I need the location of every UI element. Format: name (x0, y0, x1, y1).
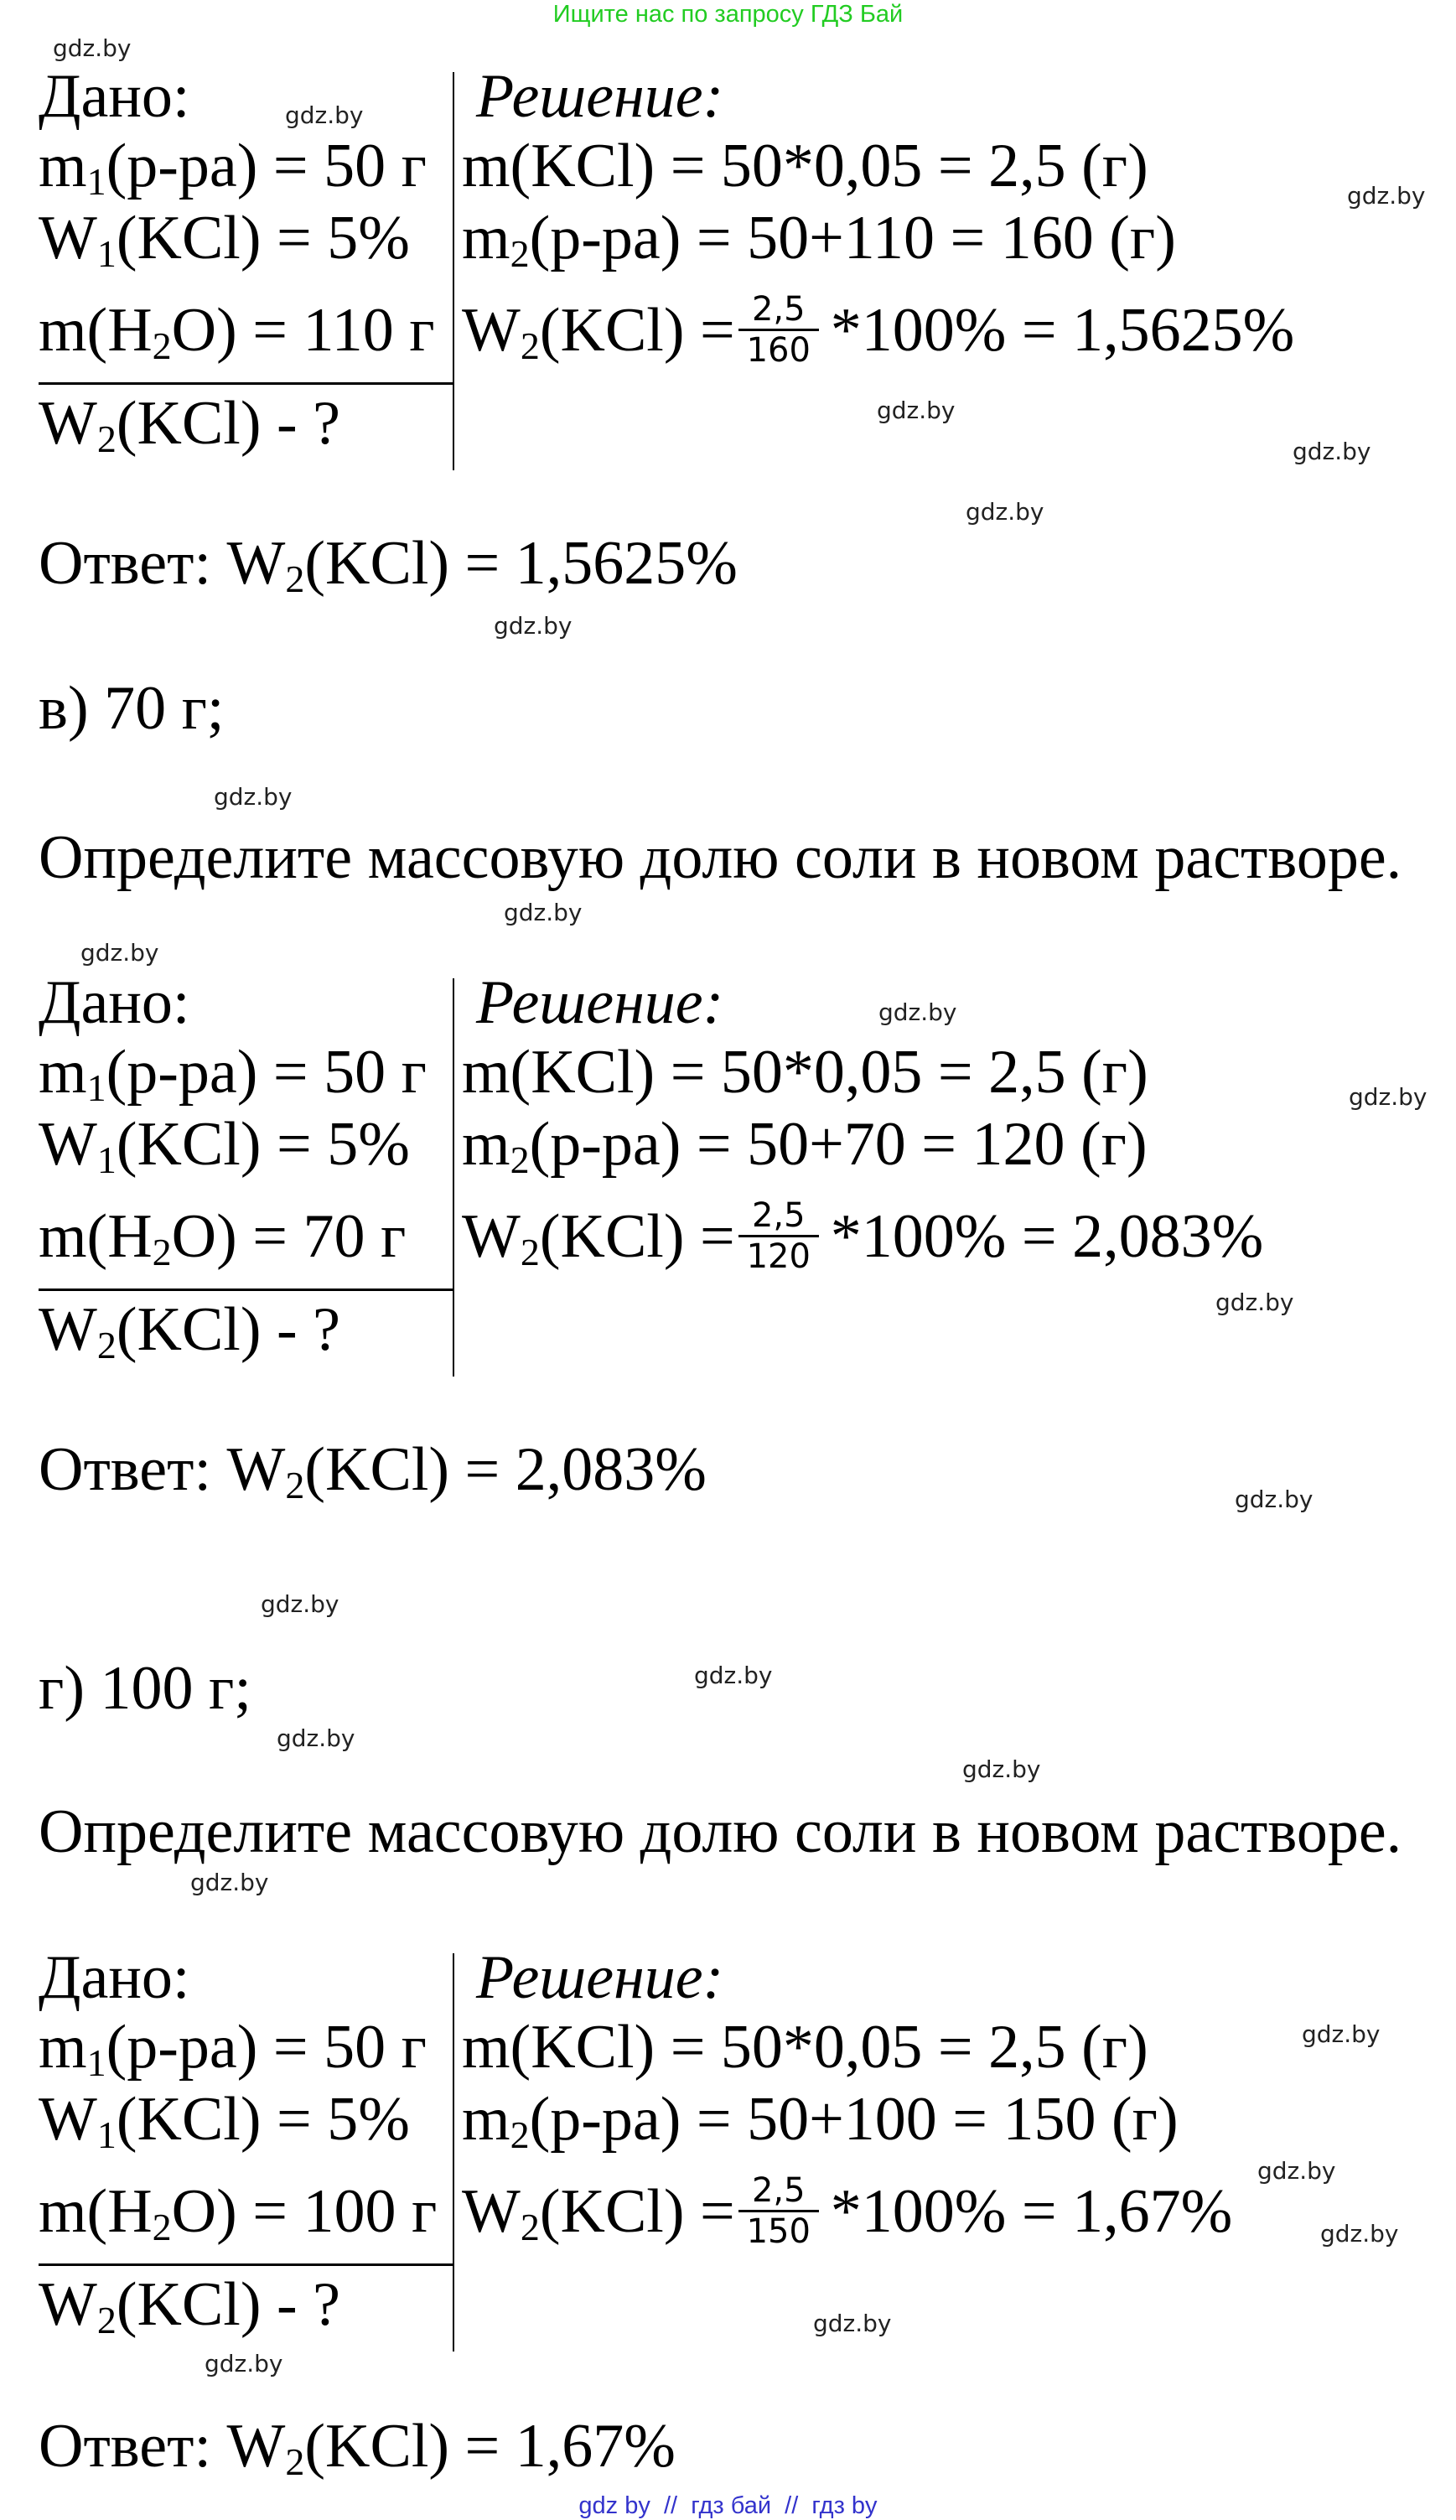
given-line (39, 296, 435, 367)
given-line-subscript: 1 (96, 1138, 117, 1181)
watermark: gdz.by (966, 498, 1044, 526)
formula-result: *100% = 2,083% (830, 1201, 1264, 1271)
given-line-text: m(H (39, 1202, 153, 1271)
answer-line-text: (KCl) = 2,083% (304, 1435, 707, 1504)
answer-line-text: (KCl) = 1,67% (304, 2412, 676, 2481)
watermark: gdz.by (285, 101, 364, 129)
find-line-subscript: 2 (96, 1324, 117, 1366)
solution-block (0, 906, 1456, 1409)
fraction-formula-subscript: 2 (520, 1230, 540, 1273)
watermark: gdz.by (1235, 1486, 1314, 1513)
solution-block (0, 0, 1456, 503)
given-line-subscript: 2 (152, 324, 172, 367)
solution-block (0, 1881, 1456, 2384)
solution-line-text: m (462, 1110, 510, 1179)
find-line (39, 1295, 340, 1366)
given-heading: Дано: (39, 1943, 190, 2012)
solution-line-text: m (462, 204, 510, 272)
formula-result: *100% = 1,67% (830, 2176, 1233, 2246)
find-line-text: (KCl) - ? (116, 2270, 340, 2339)
watermark: gdz.by (504, 899, 583, 926)
solution-heading: Решение: (476, 1943, 724, 2012)
solution-line-text: m(KCl) = 50*0,05 = 2,5 (г) (462, 1038, 1148, 1107)
answer-line-text: Ответ: W (39, 2412, 286, 2481)
fraction (738, 1196, 819, 1276)
given-heading: Дано: (39, 968, 190, 1037)
given-line-text: (KCl) = 5% (116, 204, 410, 272)
find-line-subscript: 2 (96, 417, 117, 460)
given-line-subscript: 2 (152, 2206, 172, 2248)
given-line-subscript: 2 (152, 1231, 172, 1273)
given-line-subscript: 1 (86, 160, 106, 203)
fraction-formula-text: W (462, 2176, 521, 2246)
watermark: gdz.by (1302, 2020, 1381, 2048)
given-line-text: m(H (39, 296, 153, 365)
given-line (39, 132, 427, 203)
column-divider (453, 72, 454, 470)
fraction-formula-text: (KCl) = (539, 2176, 735, 2246)
fraction-formula-text: (KCl) = (539, 1201, 735, 1271)
search-hint-banner: Ищите нас по запросу ГДЗ Бай (552, 1, 904, 28)
find-line-text: W (39, 1295, 97, 1364)
solution-line (462, 1110, 1148, 1181)
given-divider (39, 2263, 453, 2266)
given-divider (39, 382, 453, 385)
solution-line (462, 2014, 1148, 2081)
watermark: gdz.by (694, 1662, 773, 1689)
watermark: gdz.by (878, 998, 957, 1026)
solution-heading: Решение: (476, 968, 724, 1037)
find-line-text: (KCl) - ? (116, 389, 340, 458)
watermark: gdz.by (214, 783, 293, 811)
find-line-subscript: 2 (96, 2299, 117, 2341)
answer-line-text: Ответ: W (39, 1435, 286, 1504)
given-line-subscript: 1 (96, 2113, 117, 2156)
solution-line-text: (р-ра) = 50+100 = 150 (г) (529, 2085, 1179, 2154)
formula-result: *100% = 1,5625% (830, 295, 1295, 365)
given-line (39, 1202, 407, 1273)
watermark: gdz.by (1215, 1289, 1294, 1316)
solution-line-text: m (462, 2085, 510, 2154)
task-text: Определите массовую долю соли в новом растворе. (39, 823, 1402, 892)
footer-links[interactable]: gdz by // гдз бай // гдз by (578, 2492, 878, 2519)
find-line-text: W (39, 2270, 97, 2339)
solution-heading: Решение: (476, 62, 724, 131)
watermark: gdz.by (1257, 2157, 1336, 2185)
fraction-numerator: 2,5 (751, 2171, 806, 2210)
given-line-text: m (39, 2013, 87, 2082)
fraction-formula-text: W (462, 295, 521, 365)
solution-line (462, 2085, 1179, 2156)
answer-line-subscript: 2 (285, 1464, 305, 1506)
answer-line-subscript: 2 (285, 557, 305, 600)
given-line-text: W (39, 204, 97, 272)
watermark: gdz.by (1347, 182, 1426, 210)
given-line-text: O) = 70 г (171, 1202, 407, 1271)
column-divider (453, 1953, 454, 2351)
solution-line-subscript: 2 (510, 232, 530, 275)
given-line (39, 1110, 410, 1181)
watermark: gdz.by (494, 612, 573, 640)
given-line-text: (KCl) = 5% (116, 1110, 410, 1179)
answer-line (39, 2412, 676, 2483)
fraction-denominator: 150 (746, 2212, 811, 2251)
solution-line (462, 132, 1148, 200)
given-line-subscript: 1 (86, 2041, 106, 2084)
solution-line-text: m(KCl) = 50*0,05 = 2,5 (г) (462, 2013, 1148, 2082)
watermark: gdz.by (1293, 438, 1371, 465)
column-divider (453, 978, 454, 1377)
given-line-subscript: 1 (96, 232, 117, 275)
watermark: gdz.by (190, 1869, 269, 1896)
fraction-formula-text: W (462, 1201, 521, 1271)
given-heading: Дано: (39, 62, 190, 131)
given-line-text: m (39, 1038, 87, 1107)
given-line-text: (р-ра) = 50 г (106, 2013, 427, 2082)
given-line-text: W (39, 2085, 97, 2154)
solution-line-subscript: 2 (510, 1138, 530, 1181)
fraction-numerator: 2,5 (751, 1196, 806, 1235)
fraction-formula (462, 1196, 1263, 1276)
answer-line (39, 529, 738, 600)
solution-line-text: m(KCl) = 50*0,05 = 2,5 (г) (462, 132, 1148, 200)
watermark: gdz.by (277, 1724, 355, 1752)
given-line (39, 1038, 427, 1109)
watermark: gdz.by (80, 939, 159, 967)
watermark: gdz.by (813, 2310, 892, 2337)
fraction-formula-subscript: 2 (520, 324, 540, 367)
given-line (39, 204, 410, 275)
solution-line (462, 1039, 1148, 1106)
solution-line-text: (р-ра) = 50+70 = 120 (г) (529, 1110, 1148, 1179)
solution-line (462, 204, 1176, 275)
fraction (738, 290, 819, 370)
watermark: gdz.by (53, 34, 132, 62)
task-text: Определите массовую долю соли в новом растворе. (39, 1797, 1402, 1866)
solution-line-subscript: 2 (510, 2113, 530, 2156)
fraction-formula-lhs (462, 2176, 735, 2248)
answer-line-text: (KCl) = 1,5625% (304, 529, 738, 598)
fraction-formula (462, 2171, 1232, 2251)
answer-line (39, 1435, 707, 1506)
watermark: gdz.by (877, 397, 956, 424)
given-line-text: W (39, 1110, 97, 1179)
given-line (39, 2177, 438, 2248)
answer-line-subscript: 2 (285, 2440, 305, 2483)
fraction-formula-lhs (462, 295, 735, 367)
given-divider (39, 1289, 453, 1291)
part-label: г) 100 г; (39, 1654, 251, 1723)
watermark: gdz.by (1320, 2220, 1399, 2248)
part-label: в) 70 г; (39, 674, 225, 743)
fraction-denominator: 120 (746, 1237, 811, 1276)
find-line (39, 389, 340, 460)
given-line-text: m(H (39, 2177, 153, 2246)
watermark: gdz.by (1349, 1083, 1428, 1111)
fraction-formula-text: (KCl) = (539, 295, 735, 365)
given-line (39, 2013, 427, 2084)
fraction-denominator: 160 (746, 331, 811, 370)
given-line-text: (р-ра) = 50 г (106, 1038, 427, 1107)
given-line (39, 2085, 410, 2156)
fraction-formula-lhs (462, 1201, 735, 1273)
find-line-text: W (39, 389, 97, 458)
find-line-text: (KCl) - ? (116, 1295, 340, 1364)
watermark: gdz.by (962, 1755, 1041, 1783)
given-line-text: O) = 110 г (171, 296, 435, 365)
given-line-text: (KCl) = 5% (116, 2085, 410, 2154)
watermark: gdz.by (261, 1590, 339, 1618)
fraction-formula (462, 290, 1294, 370)
fraction (738, 2171, 819, 2251)
given-line-text: O) = 100 г (171, 2177, 438, 2246)
given-line-subscript: 1 (86, 1066, 106, 1109)
solution-line-text: (р-ра) = 50+110 = 160 (г) (529, 204, 1176, 272)
given-line-text: m (39, 132, 87, 200)
find-line (39, 2270, 340, 2341)
given-line-text: (р-ра) = 50 г (106, 132, 427, 200)
watermark: gdz.by (205, 2350, 283, 2377)
fraction-formula-subscript: 2 (520, 2205, 540, 2248)
fraction-numerator: 2,5 (751, 290, 806, 329)
answer-line-text: Ответ: W (39, 529, 286, 598)
